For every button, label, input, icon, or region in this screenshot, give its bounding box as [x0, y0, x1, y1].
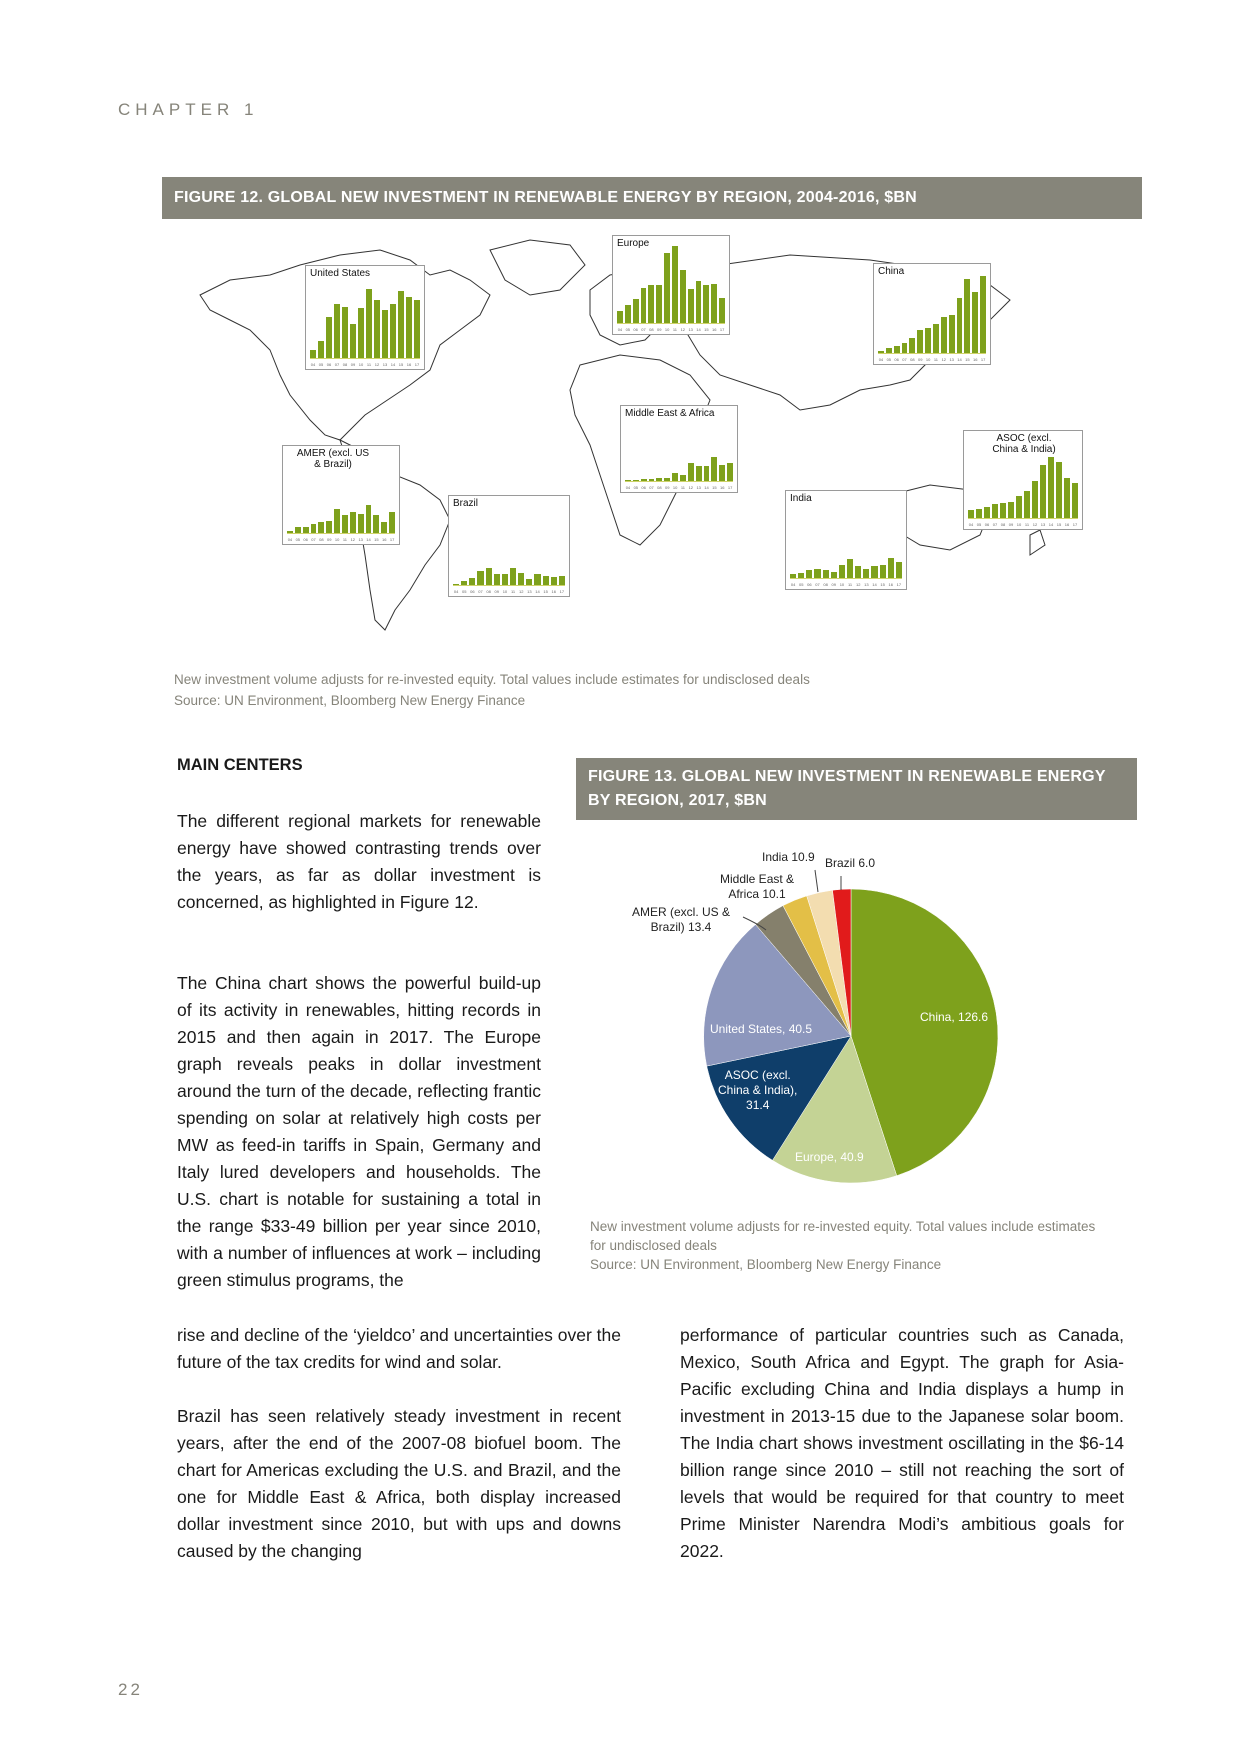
- mini-chart-title: AMER (excl. US & Brazil): [296, 448, 370, 470]
- mini-chart-title: China: [878, 266, 905, 277]
- mini-chart-asoc: ASOC (excl. China & India) 04 05 06 07 08 09 10 11 12 13 14 15 16 17: [963, 430, 1083, 530]
- mini-chart-title: Brazil: [453, 498, 479, 509]
- pie-label-europe: Europe, 40.9: [795, 1150, 864, 1164]
- mini-chart-europe: Europe 04 05 06 07 08 09 10 11 12 13 14 15 16 17: [612, 235, 730, 335]
- mini-chart-brazil: Brazil 04 05 06 07 08 09 10 11 12 13 14 15 16 17: [448, 495, 570, 597]
- mini-chart-title: United States: [310, 268, 371, 279]
- pie-label-brazil: Brazil 6.0: [825, 856, 876, 870]
- figure-12-title: FIGURE 12. GLOBAL NEW INVESTMENT IN RENEWABLE ENERGY BY REGION, 2004-2016, $BN: [162, 177, 1142, 219]
- figure-12-source: Source: UN Environment, Bloomberg New Energy Finance: [174, 693, 526, 708]
- page-number: 22: [118, 1680, 143, 1699]
- paragraph-brazil-amer: Brazil has seen relatively steady investment in recent years, after the end of the 2007-08 biofuel boom. The chart for Americas excluding the U.S. and Brazil, and the one for Middle East & Africa, both display increased dollar investment since 2010, but with ups and downs caused by the changing: [177, 1406, 621, 1561]
- paragraph-asoc-india: performance of particular countries such as Canada, Mexico, South Africa and Egypt. The graph for Asia-Pacific excluding China and India displays a hump in investment in 2013-15 due to the Japanese solar boom. The India chart shows investment oscillating in the $6-14 billion range since 2010 – still not reaching the sort of levels that would be required for that country to meet Prime Minister Narendra Modi’s ambitious goals for 2022.: [680, 1325, 1124, 1561]
- paragraph-china-europe-us: The China chart shows the powerful build-up of its activity in renewables, hitting records in 2015 and then again in 2017. The Europe graph reveals peaks in dollar investment around the turn of the decade, reflecting frantic spending on solar at relatively high costs per MW as feed-in tariffs in Spain, Germany and Italy lured developers and households. The U.S. chart is notable for sustaining a total in the range $33-49 billion per year since 2010, with a number of influences at work – including green stimulus programs, the: [177, 973, 541, 1290]
- mini-chart-title: Europe: [617, 238, 650, 249]
- paragraph-intro: The different regional markets for renewable energy have showed contrasting trends over the years, as far as dollar investment is concerned, as highlighted in Figure 12.: [177, 811, 541, 912]
- figure-12-caption: [174, 669, 810, 711]
- pie-label-china: China, 126.6: [920, 1010, 989, 1024]
- figure-13-pie-chart: [600, 840, 1120, 1200]
- figure-13-caption: [590, 1217, 1110, 1274]
- chapter-label: CHAPTER 1: [118, 100, 259, 119]
- figure-13-source: Source: UN Environment, Bloomberg New Energy Finance: [590, 1257, 942, 1272]
- mini-chart-amer: AMER (excl. US & Brazil) 04 05 06 07 08 09 10 11 12 13 14 15 16 17: [282, 445, 400, 545]
- mini-chart-title: India: [790, 493, 812, 504]
- paragraph-us-continued: rise and decline of the ‘yieldco’ and uncertainties over the future of the tax credits for wind and solar.: [177, 1325, 621, 1372]
- mini-chart-united-states: United States 04 05 06 07 08 09 10 11 12 13 14 15 16 17: [305, 265, 425, 370]
- pie-label-amer: AMER (excl. US & Brazil) 13.4: [632, 905, 731, 934]
- figure-12-world-map: [190, 235, 1120, 645]
- pie-label-middle-east-africa: Middle East & Africa 10.1: [720, 872, 795, 901]
- pie-label-asoc: ASOC (excl. China & India), 31.4: [718, 1068, 798, 1112]
- mini-chart-middle-east-africa: Middle East & Africa 04 05 06 07 08 09 10 11 12 13 14 15 16 17: [620, 405, 738, 493]
- mini-chart-title: ASOC (excl. China & India): [992, 433, 1056, 455]
- section-heading: MAIN CENTERS: [177, 756, 303, 774]
- figure-13-note: New investment volume adjusts for re-invested equity. Total values include estimates for undisclosed deals: [590, 1219, 1096, 1253]
- figure-13-title: FIGURE 13. GLOBAL NEW INVESTMENT IN RENEWABLE ENERGY BY REGION, 2017, $BN: [576, 758, 1137, 820]
- mini-chart-india: India 04 05 06 07 08 09 10 11 12 13 14 15 16 17: [785, 490, 907, 590]
- figure-12-note: New investment volume adjusts for re-invested equity. Total values include estimates for undisclosed deals: [174, 672, 810, 687]
- pie-chart-graphic: [600, 840, 1120, 1200]
- mini-chart-china: China 04 05 06 07 08 09 10 11 12 13 14 15 16 17: [873, 263, 991, 365]
- mini-chart-title: Middle East & Africa: [625, 408, 715, 419]
- pie-label-united-states: United States, 40.5: [710, 1022, 813, 1036]
- pie-label-india: India 10.9: [762, 850, 815, 864]
